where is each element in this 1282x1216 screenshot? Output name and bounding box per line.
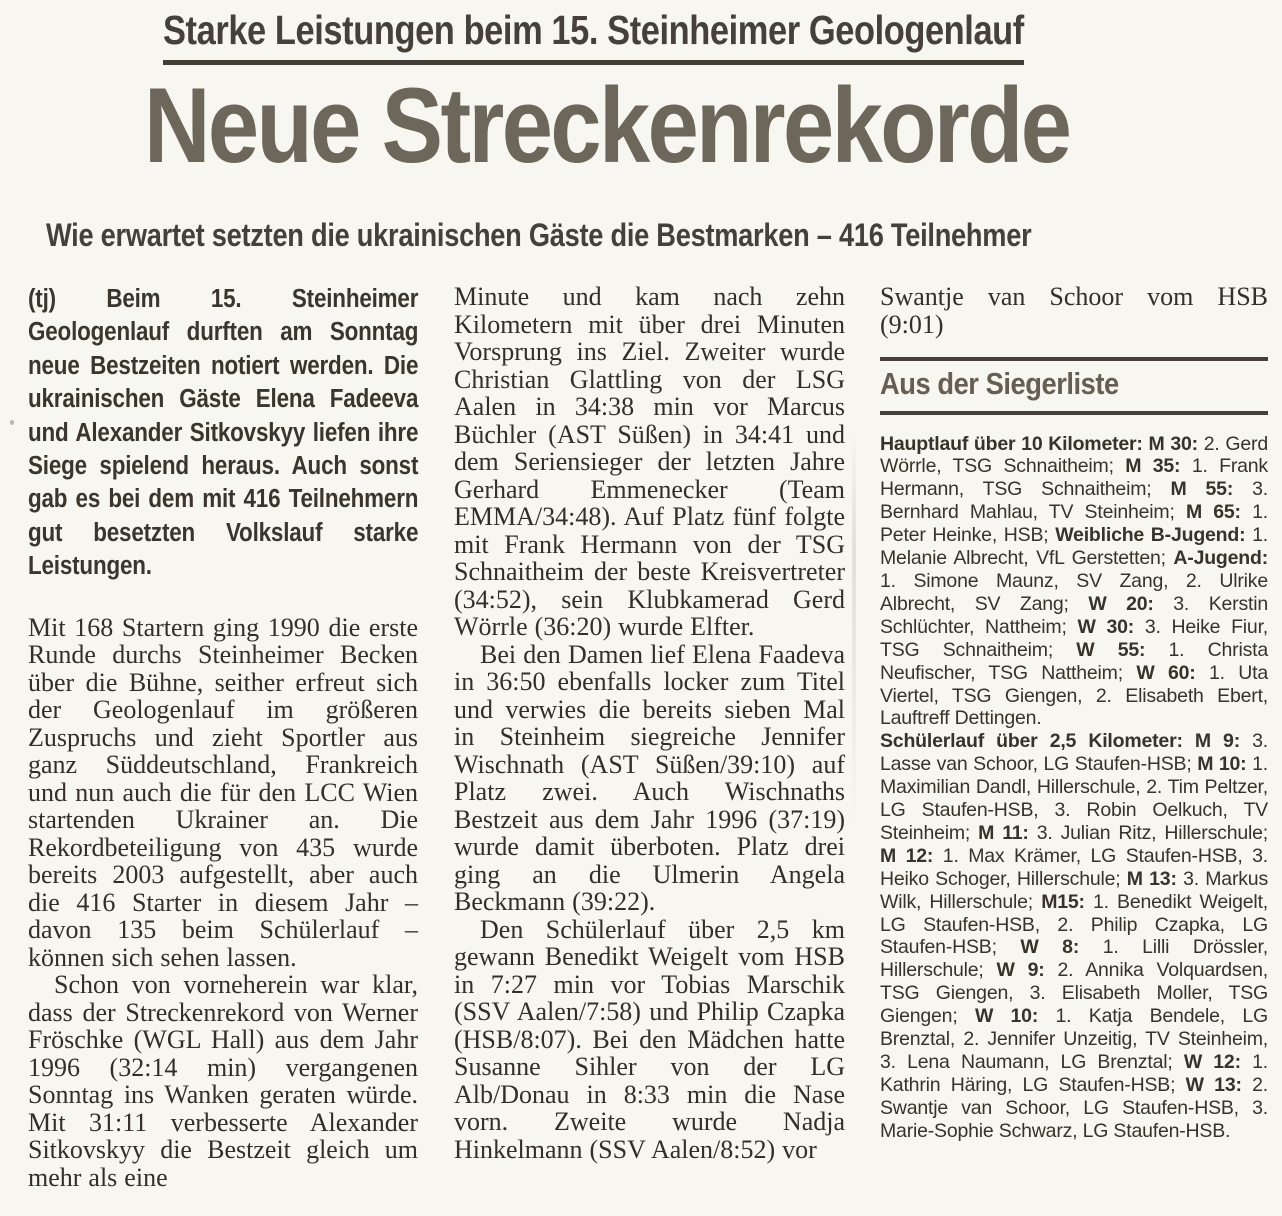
- body-paragraph: Den Schülerlauf über 2,5 km gewann Benedikt Weigelt vom HSB in 7:27 min vor Tobias Marschik (SSV Aalen/7:58) und Philip Czapka (HSB/8:07). Bei den Mädchen hatte Susanne Sihler von der LG Alb/Donau in 8:33 min die Nase vorn. Zweite wurde Nadja Hinkelmann (SSV Aalen/8:52) vor: [454, 914, 845, 1164]
- body-paragraph: Swantje van Schoor vom HSB (9:01): [880, 282, 1268, 339]
- body-paragraph: Bei den Damen lief Elena Faadeva in 36:50 ebenfalls locker zum Titel und verwies die bereits sieben Mal in Steinheim siegreiche Jennifer Wischnath (AST Süßen/39:10) auf Platz zwei. Auch Wischnaths Bestzeit aus dem Jahr 1996 (37:19) wurde damit überboten. Platz drei ging an die Ulmerin Angela Beckmann (39:22).: [454, 639, 845, 916]
- siegerliste-title: Aus der Siegerliste: [880, 366, 1119, 401]
- body-paragraph: Mit 168 Startern ging 1990 die erste Runde durchs Steinheimer Becken über die Bühne, seither erfreut sich der Geologenlauf im größeren Zuspruchs und zieht Sportler aus ganz Süddeutschland, Frankreich und nun auch die für den LCC Wien startenden Ukrainer an. Die Rekordbeteiligung von 435 wurde bereits 2003 aufgestellt, aber auch die 416 Starter in diesem Jahr – davon 135 beim Schülerlauf – können sich sehen lassen.: [28, 612, 418, 972]
- article-column-2: [454, 283, 845, 1163]
- kicker-headline: Starke Leistungen beim 15. Steinheimer Geologenlauf: [163, 8, 1024, 65]
- scan-crease-artifact: [852, 430, 856, 830]
- article-column-1: [28, 283, 418, 1191]
- siegerliste-schuelerlauf: Schülerlauf über 2,5 Kilometer: M 9: 3. Lasse van Schoor, LG Staufen-HSB; M 10: 1. Maximilian Dandl, Hillerschule, 2. Tim Peltzer, LG Staufen-HSB, 3. Robin Oelkuch, TV Steinheim; M 11: 3. Julian Ritz, Hillerschule; M 12: 1. Max Krämer, LG Staufen-HSB, 3. Heiko Schoger, Hillerschule; M 13: 3. Markus Wilk, Hillerschule; M15: 1. Benedikt Weigelt, LG Staufen-HSB, 2. Philip Czapka, LG Staufen-HSB; W 8: 1. Lilli Drössler, Hillerschule; W 9: 2. Annika Volquardsen, TSG Giengen, 3. Elisabeth Moller, TSG Giengen; W 10: 1. Katja Bendele, LG Brenztal, 2. Jennifer Unzeitig, TV Steinheim, 3. Lena Naumann, LG Brenztal; W 12: 1. Kathrin Häring, LG Staufen-HSB; W 13: 2. Swantje van Schoor, LG Staufen-HSB, 3. Marie-Sophie Schwarz, LG Staufen-HSB.: [880, 730, 1269, 1142]
- scan-speck-artifact: [10, 420, 14, 425]
- main-headline: Neue Streckenrekorde: [144, 65, 1070, 185]
- body-paragraph: Schon von vorneherein war klar, dass der Streckenrekord von Werner Fröschke (WGL Hall) aus dem Jahr 1996 (32:14 min) vergangenen Sonntag ins Wanken geraten würde. Mit 31:11 verbesserte Alexander Sitkovskyy die Bestzeit gleich um mehr als eine: [28, 970, 418, 1192]
- lead-paragraph: (tj) Beim 15. Steinheimer Geologenlauf durften am Sonntag neue Bestzeiten notiert werden. Die ukrainischen Gäste Elena Fadeeva und Alexander Sitkovskyy liefen ihre Siege spielend heraus. Auch sonst gab es bei dem mit 416 Teilnehmern gut besetzten Volkslauf starke Leistungen.: [28, 285, 419, 581]
- subheadline: Wie erwartet setzten die ukrainischen Gäste die Bestmarken – 416 Teilnehmer: [46, 217, 1032, 253]
- siegerliste-results: [880, 433, 1268, 1143]
- siegerliste-hauptlauf: Hauptlauf über 10 Kilometer: M 30: 2. Gerd Wörrle, TSG Schnaitheim; M 35: 1. Frank Hermann, TSG Schnaitheim; M 55: 3. Bernhard Mahlau, TV Steinheim; M 65: 1. Peter Heinke, HSB; Weibliche B-Jugend: 1. Melanie Albrecht, VfL Gerstetten; A-Jugend: 1. Simone Maunz, SV Zang, 2. Ulrike Albrecht, SV Zang; W 20: 3. Kerstin Schlüchter, Nattheim; W 30: 3. Heike Fiur, TSG Schnaitheim; W 55: 1. Christa Neufischer, TSG Nattheim; W 60: 1. Uta Viertel, TSG Giengen, 2. Elisabeth Ebert, Lauftreff Dettingen.: [880, 432, 1269, 730]
- siegerliste-header-box: [880, 357, 1268, 415]
- body-paragraph: Minute und kam nach zehn Kilometern mit über drei Minuten Vorsprung ins Ziel. Zweiter wurde Christian Glattling von der LSG Aalen in 34:38 min vor Marcus Büchler (AST Süßen) in 34:41 und dem Seriensieger der letzten Jahre Gerhard Emmenecker (Team EMMA/34:48). Auf Platz fünf folgte mit Frank Hermann von der TSG Schnaitheim der beste Kreisvertreter (34:52), sein Klubkamerad Gerd Wörrle (36:20) wurde Elfter.: [454, 282, 845, 641]
- article-column-3: [880, 283, 1268, 1143]
